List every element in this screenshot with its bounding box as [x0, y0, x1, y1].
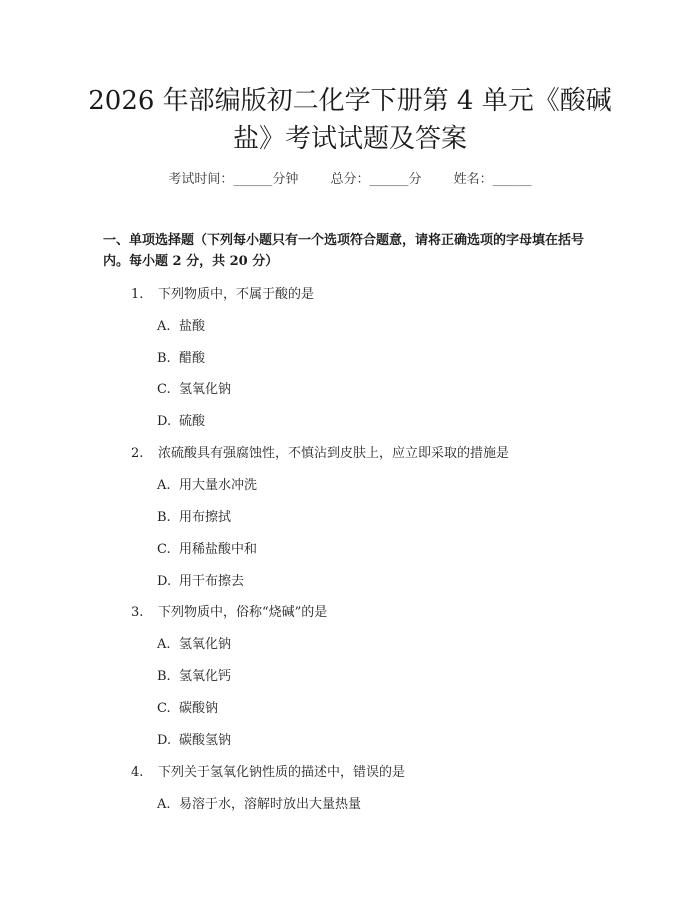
- option-text: 用稀盐酸中和: [179, 542, 258, 557]
- option: [157, 570, 244, 589]
- question-3: [131, 601, 327, 620]
- page-title: [60, 82, 640, 158]
- option-letter: C.: [157, 382, 171, 397]
- option-letter: A.: [157, 797, 171, 812]
- question-text: 下列关于氢氧化钠性质的描述中，错误的是: [158, 765, 406, 780]
- exam-time: 考试时间：______分钟: [168, 172, 299, 187]
- option: [157, 538, 257, 557]
- option-text: 氢氧化钙: [179, 669, 232, 684]
- option: [157, 378, 231, 397]
- question-number: 4.: [131, 765, 144, 780]
- total-score: 总分：______分: [330, 172, 422, 187]
- question-1: [131, 283, 314, 302]
- question-2: [131, 442, 509, 461]
- option: [157, 506, 231, 525]
- option-letter: C.: [157, 542, 171, 557]
- option-text: 用干布擦去: [179, 574, 245, 589]
- option-text: 硫酸: [179, 414, 206, 429]
- question-text: 浓硫酸具有强腐蚀性，不慎沾到皮肤上，应立即采取的措施是: [158, 446, 510, 461]
- question-number: 1.: [131, 287, 144, 302]
- option-text: 碳酸氢钠: [179, 733, 232, 748]
- option: [157, 729, 231, 748]
- option-text: 用布擦拭: [179, 510, 232, 525]
- option-letter: A.: [157, 637, 171, 652]
- option-text: 易溶于水，溶解时放出大量热量: [179, 797, 362, 812]
- option-letter: B.: [157, 669, 171, 684]
- option-letter: B.: [157, 510, 171, 525]
- question-text: 下列物质中，俗称“烧碱”的是: [158, 605, 328, 620]
- option-letter: C.: [157, 701, 171, 716]
- title-line-1: 2026 年部编版初二化学下册第 4 单元《酸碱: [88, 86, 612, 116]
- option-text: 醋酸: [179, 351, 206, 366]
- option: [157, 665, 231, 684]
- option: [157, 315, 205, 334]
- option-letter: B.: [157, 351, 171, 366]
- option-letter: D.: [157, 574, 172, 589]
- question-number: 3.: [131, 605, 144, 620]
- option-text: 氢氧化钠: [179, 382, 232, 397]
- option-text: 氢氧化钠: [179, 637, 232, 652]
- option: [157, 793, 361, 812]
- section-heading: 一、单项选择题（下列每小题只有一个选项符合题意，请将正确选项的字母填在括号内。每小题 2 分，共 20 分）: [103, 233, 585, 269]
- option-text: 盐酸: [179, 319, 206, 334]
- question-number: 2.: [131, 446, 144, 461]
- option-text: 碳酸钠: [179, 701, 219, 716]
- option-text: 用大量水冲洗: [179, 478, 258, 493]
- student-name: 姓名：______: [453, 172, 532, 187]
- title-line-2: 盐》考试试题及答案: [232, 124, 467, 154]
- option: [157, 347, 205, 366]
- exam-meta: [0, 168, 700, 187]
- option-letter: A.: [157, 319, 171, 334]
- option: [157, 474, 257, 493]
- option-letter: A.: [157, 478, 171, 493]
- option-letter: D.: [157, 733, 172, 748]
- question-4: [131, 761, 405, 780]
- option: [157, 697, 218, 716]
- option: [157, 633, 231, 652]
- option-letter: D.: [157, 414, 172, 429]
- option: [157, 410, 205, 429]
- question-text: 下列物质中，不属于酸的是: [158, 287, 315, 302]
